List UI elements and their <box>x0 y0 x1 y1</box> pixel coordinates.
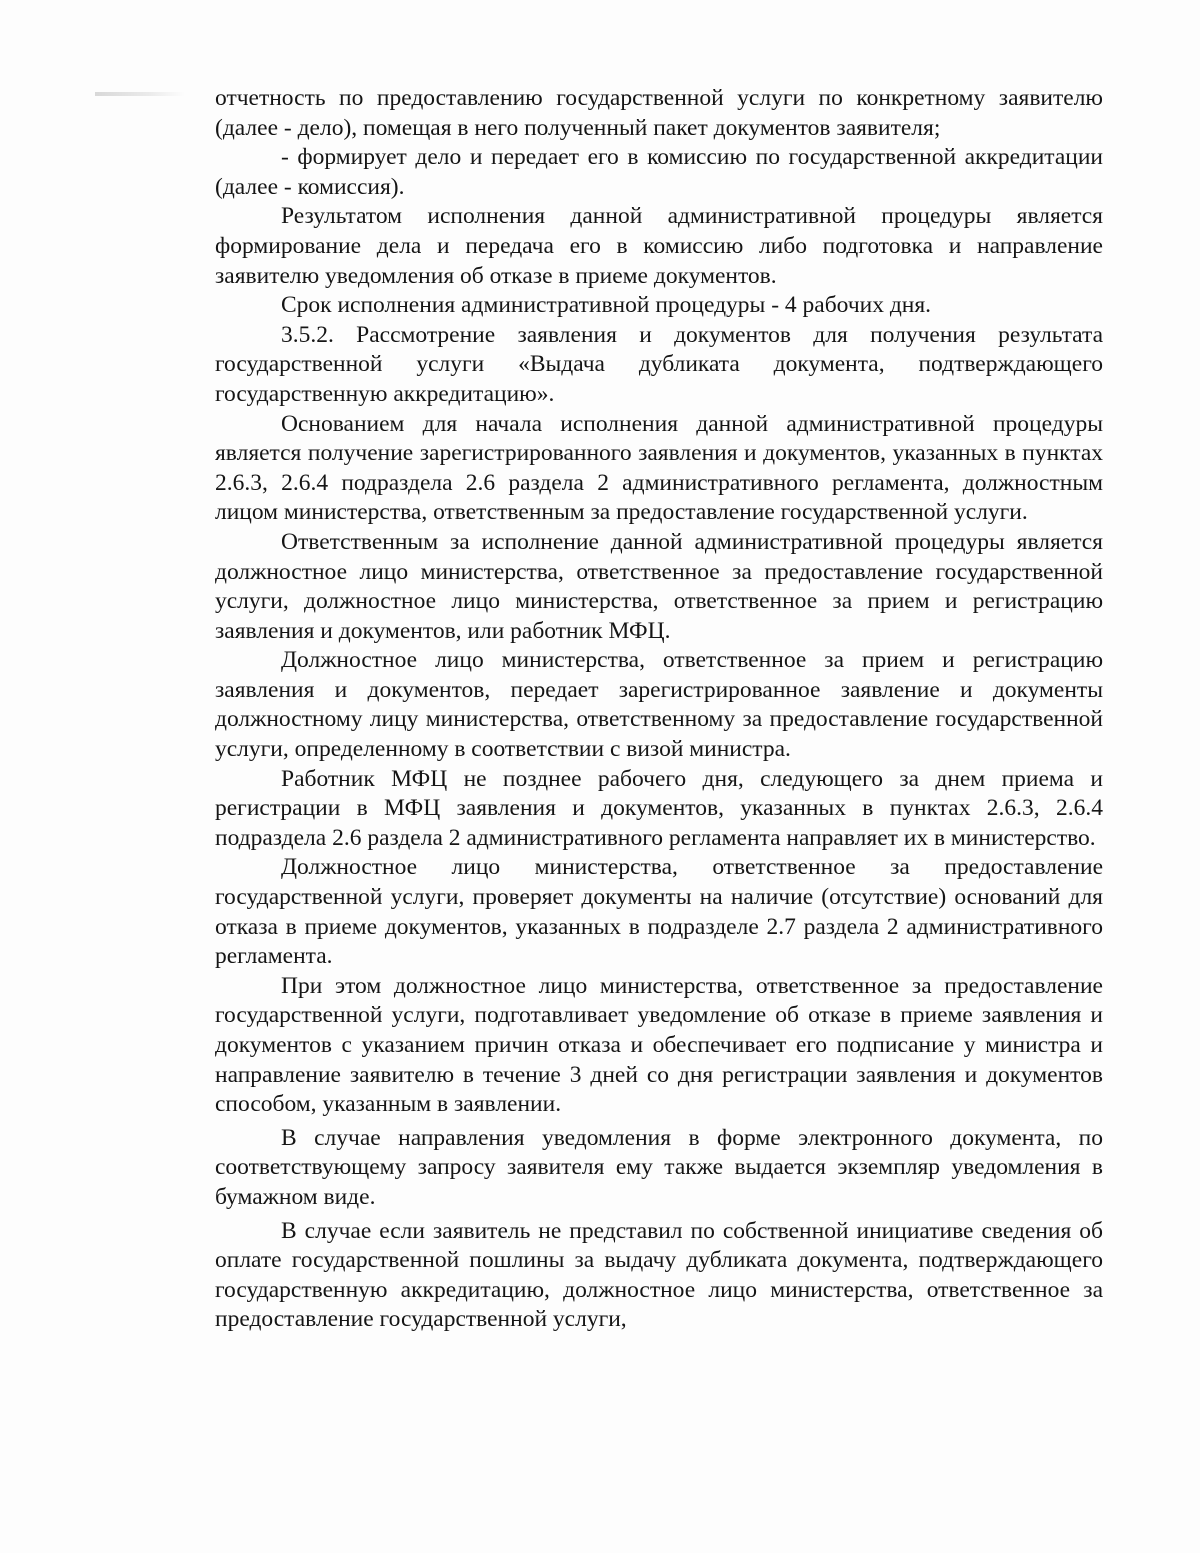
paragraph-transfer: Должностное лицо министерства, ответственное за прием и регистрацию заявления и документов, передает зарегистрированное заявление и документы должностному лицу министерства, ответственному за предоставление государственной услуги, определенному в соответствии с визой министра. <box>215 647 1103 763</box>
paragraph-forms-case: - формирует дело и передает его в комиссию по государственной аккредитации (далее - комиссия). <box>215 144 1103 200</box>
scan-artifact <box>95 92 185 96</box>
paragraph-deadline: Срок исполнения административной процедуры - 4 рабочих дня. <box>281 292 932 319</box>
paragraph-continuation: отчетность по предоставлению государственной услуги по конкретному заявителю (далее - дело), помещая в него полученный пакет документов заявителя; <box>215 85 1103 141</box>
paragraph-result: Результатом исполнения данной административной процедуры является формирование дела и передача его в комиссию либо подготовка и направление заявителю уведомления об отказе в приеме документов. <box>215 203 1103 289</box>
paragraph-electronic: В случае направления уведомления в форме электронного документа, по соответствующему запросу заявителя ему также выдается экземпляр уведомления в бумажном виде. <box>215 1124 1103 1210</box>
paragraph-responsible: Ответственным за исполнение данной административной процедуры является должностное лицо министерства, ответственное за предоставление государственной услуги, должностное лицо министерства, ответственное за прием и регистрацию заявления и документов, или работник МФЦ. <box>215 528 1103 644</box>
document-body <box>215 84 1103 1335</box>
paragraph-mfc: Работник МФЦ не позднее рабочего дня, следующего за днем приема и регистрации в МФЦ заявления и документов, указанных в пунктах 2.6.3, 2.6.4 подраздела 2.6 раздела 2 административного регламента направляет их в министерство. <box>215 765 1103 851</box>
paragraph-check: Должностное лицо министерства, ответственное за предоставление государственной услуги, проверяет документы на наличие (отсутствие) оснований для отказа в приеме документов, указанных в подразделе 2.7 раздела 2 административного регламента. <box>215 854 1103 970</box>
paragraph-refusal: При этом должностное лицо министерства, ответственное за предоставление государственной услуги, подготавливает уведомление об отказе в приеме заявления и документов с указанием причин отказа и обеспечивает его подписание у министра и направление заявителю в течение 3 дней со дня регистрации заявления и документов способом, указанным в заявлении. <box>215 972 1103 1118</box>
paragraph-grounds: Основанием для начала исполнения данной административной процедуры является получение зарегистрированного заявления и документов, указанных в пунктах 2.6.3, 2.6.4 подраздела 2.6 раздела 2 административного регламента, должностным лицом министерства, ответственным за предоставление государственной услуги. <box>215 410 1103 526</box>
paragraph-section-heading: 3.5.2. Рассмотрение заявления и документов для получения результата государственной услуги «Выдача дубликата документа, подтверждающего государственную аккредитацию». <box>215 321 1103 407</box>
paragraph-fee: В случае если заявитель не представил по собственной инициативе сведения об оплате государственной пошлины за выдачу дубликата документа, подтверждающего государственную аккредитацию, должностное лицо министерства, ответственное за предоставление государственной услуги, <box>215 1217 1103 1333</box>
